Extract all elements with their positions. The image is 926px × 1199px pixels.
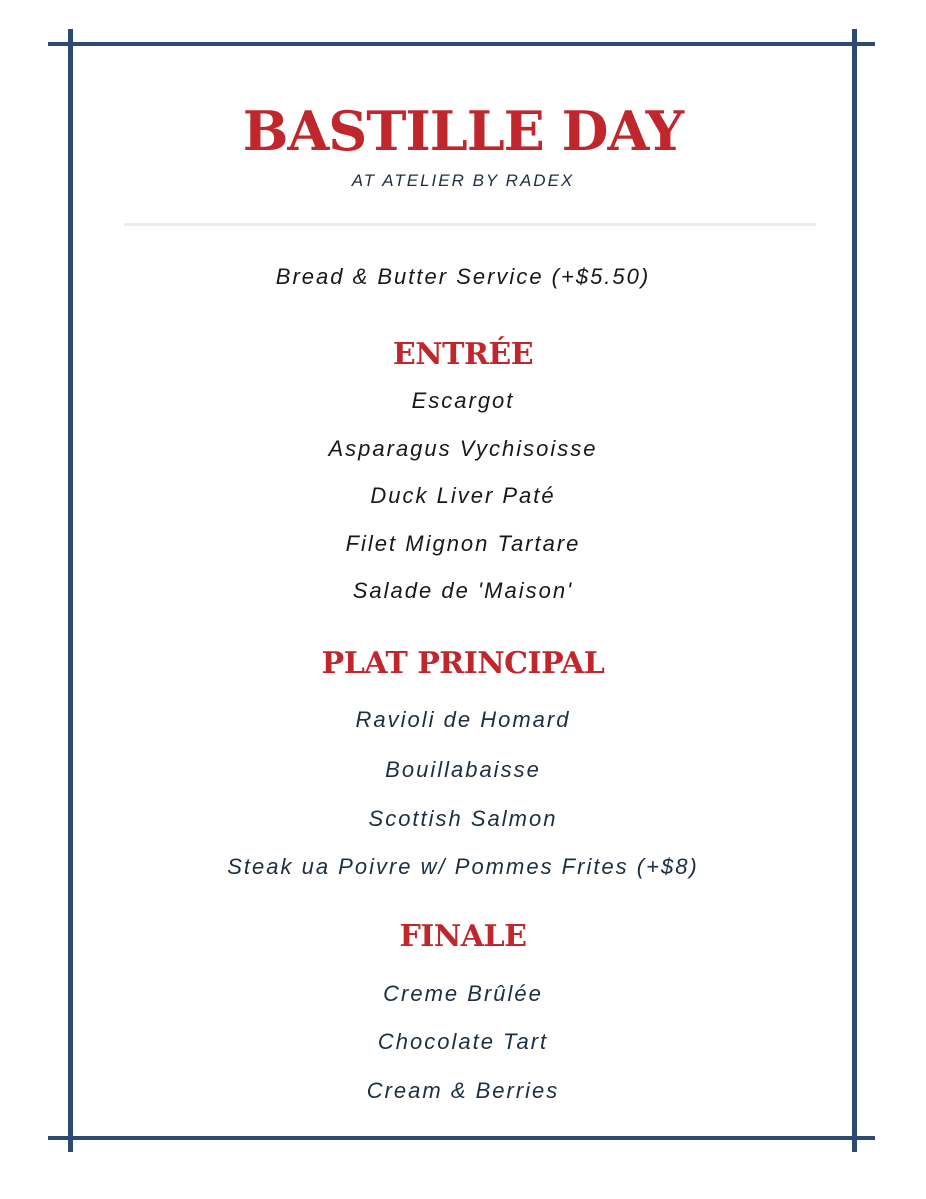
menu-subtitle: AT ATELIER BY RADEX — [351, 171, 575, 190]
menu-item: Creme Brûlée — [383, 981, 543, 1006]
menu-item: Cream & Berries — [366, 1078, 560, 1103]
section-title-plat-principal: PLAT PRINCIPAL — [321, 646, 605, 681]
menu-item: Chocolate Tart — [377, 1029, 549, 1054]
frame-bottom-line — [48, 1136, 875, 1140]
menu-item: Bouillabaisse — [385, 757, 541, 782]
menu-item: Steak ua Poivre w/ Pommes Frites (+$8) — [227, 854, 699, 879]
menu-item: Duck Liver Paté — [370, 483, 556, 508]
divider — [124, 223, 816, 226]
menu-item: Salade de 'Maison' — [352, 578, 574, 603]
section-title-finale: FINALE — [399, 919, 527, 954]
menu-item: Filet Mignon Tartare — [345, 531, 581, 556]
menu-item: Ravioli de Homard — [355, 707, 571, 732]
menu-item: Escargot — [411, 388, 515, 413]
section-title-entree: ENTRÉE — [392, 337, 534, 372]
menu-item: Scottish Salmon — [368, 806, 558, 831]
menu-title: BASTILLE DAY — [242, 99, 684, 163]
menu-item: Asparagus Vychisoisse — [328, 436, 598, 461]
bread-service-item: Bread & Butter Service (+$5.50) — [275, 264, 651, 289]
frame-top-line — [48, 42, 875, 46]
